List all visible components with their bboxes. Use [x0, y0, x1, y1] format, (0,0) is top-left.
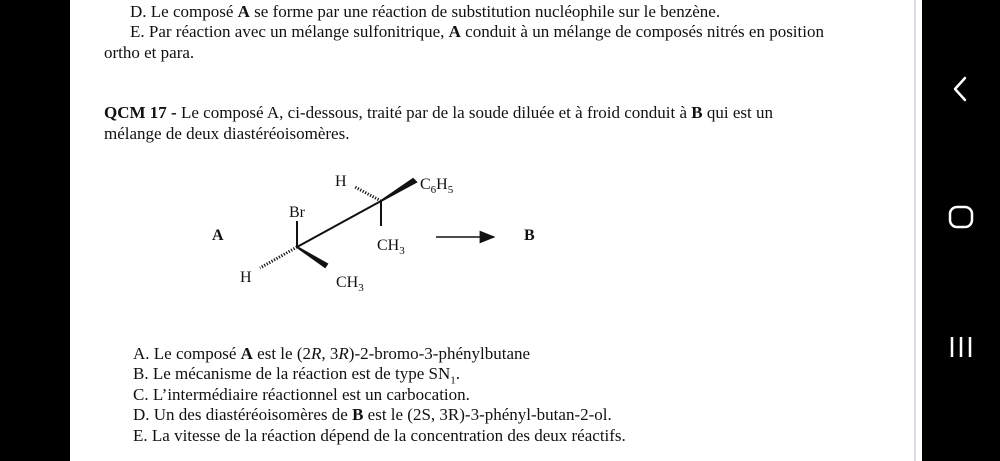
option-letter: B.	[133, 364, 149, 383]
c2-ch3-wedge	[297, 247, 327, 267]
question-number: QCM 17 -	[104, 103, 177, 122]
option-text: )-2-bromo-3-phénylbutane	[348, 344, 531, 363]
option-text: se forme par une réaction de substitution nucléophile sur le benzène.	[249, 2, 721, 21]
navigation-bar	[922, 0, 1000, 461]
option-letter: C.	[133, 385, 149, 404]
hydrogen-top: H	[335, 173, 347, 190]
phenyl-c: C	[420, 176, 431, 193]
option-text: est le (2S, 3R)-3-phényl-butan-2-ol.	[363, 405, 612, 424]
back-icon	[949, 74, 973, 104]
methyl-c2-label	[336, 274, 364, 294]
option-text: La vitesse de la réaction dépend de la concentration des deux réactifs.	[147, 426, 626, 445]
c3-phenyl-wedge	[381, 179, 416, 201]
methyl-ch: CH	[336, 274, 359, 291]
home-icon	[946, 202, 976, 232]
phenyl-label	[420, 176, 454, 196]
methyl-c3-label	[377, 237, 405, 257]
recents-button[interactable]	[922, 332, 1000, 392]
methyl-sub: 3	[399, 245, 405, 257]
option-text: Un des diastéréoisomères de	[149, 405, 353, 424]
question-text: qui est un	[702, 103, 773, 122]
option-text: Le composé	[149, 344, 241, 363]
methyl-sub: 3	[358, 282, 364, 294]
option-letter: E.	[133, 426, 148, 445]
c3-h-hashed-bond	[355, 187, 381, 201]
option-text: Le composé	[146, 2, 238, 21]
back-button[interactable]	[922, 74, 1000, 134]
phenyl-sub-6: 6	[430, 184, 437, 196]
recents-icon	[946, 332, 976, 362]
option-text: est le (2	[252, 344, 311, 363]
methyl-ch: CH	[377, 237, 400, 254]
option-e	[133, 426, 626, 446]
option-d	[133, 405, 612, 425]
phenyl-sub-5: 5	[447, 184, 454, 196]
option-text: , 3	[321, 344, 339, 363]
stereo-descriptor: R	[311, 344, 322, 363]
stereo-descriptor: R	[338, 344, 349, 363]
option-a	[133, 344, 530, 364]
bromine-label: Br	[289, 204, 305, 221]
option-c	[133, 385, 470, 405]
phenyl-h: H	[436, 176, 448, 193]
compound-ref: B	[691, 103, 703, 122]
prev-option-e-continued: ortho et para.	[104, 43, 195, 62]
option-text: conduit à un mélange de composés nitrés en position	[460, 22, 824, 41]
option-letter: D.	[130, 2, 147, 21]
question-text: Le composé A, ci-dessous, traité par de la soude diluée et à froid conduit à	[176, 103, 692, 122]
option-text: Le mécanisme de la réaction est de type SN	[148, 364, 451, 383]
option-letter: D.	[133, 405, 150, 424]
document-page	[70, 0, 922, 461]
subscript: 1	[450, 374, 456, 387]
option-letter: E.	[130, 22, 145, 41]
option-letter: A.	[133, 344, 150, 363]
home-button[interactable]	[922, 202, 1000, 262]
compound-ref: A	[237, 2, 250, 21]
option-text: L’intermédiaire réactionnel est un carbocation.	[148, 385, 470, 404]
product-b-label: B	[524, 227, 535, 244]
c2-h-hashed-bond	[260, 247, 297, 268]
option-text: Par réaction avec un mélange sulfonitrique,	[144, 22, 449, 41]
option-text: .	[455, 364, 460, 383]
c2-c3-bond	[297, 201, 381, 247]
compound-ref: B	[352, 405, 364, 424]
compound-a-label: A	[212, 227, 224, 244]
compound-ref: A	[240, 344, 253, 363]
compound-ref: A	[448, 22, 461, 41]
question-stem-line2: mélange de deux diastéréoisomères.	[104, 124, 350, 143]
hydrogen-bottom: H	[240, 269, 252, 286]
